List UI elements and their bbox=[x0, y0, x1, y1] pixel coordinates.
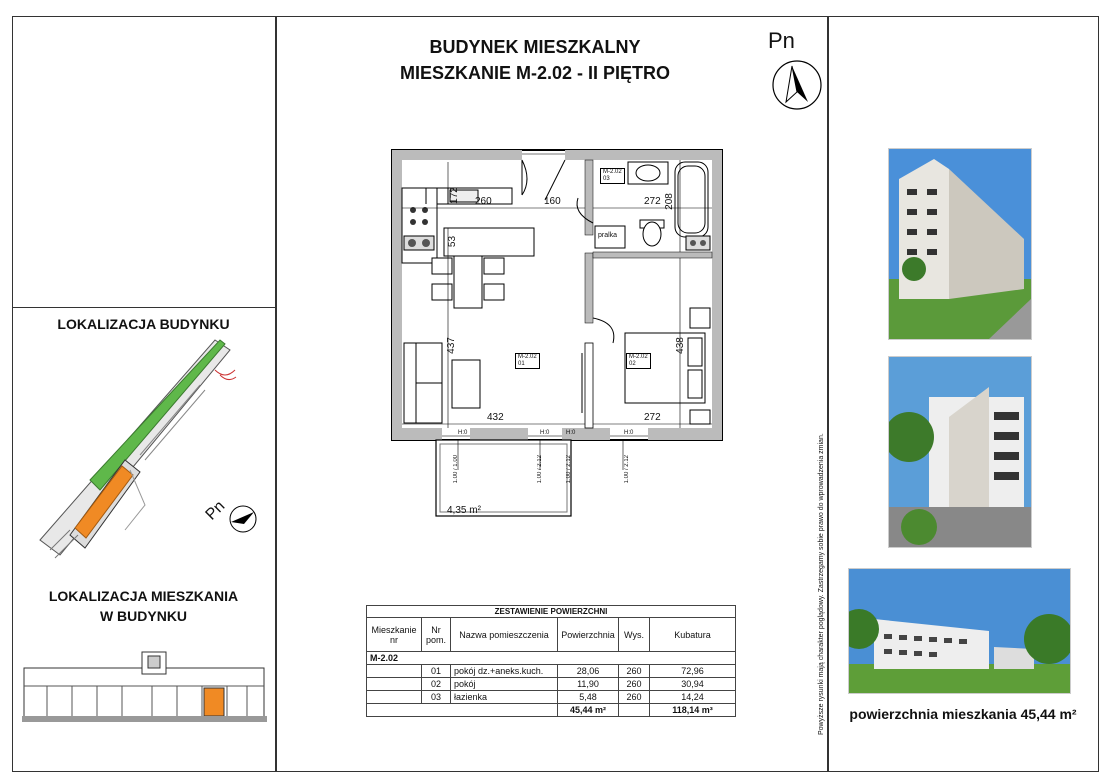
location-building-label: LOKALIZACJA BUDYNKU bbox=[57, 316, 230, 332]
window-1-w: 1.00 bbox=[453, 471, 459, 484]
title-line-2: MIESZKANIE M-2.02 - II PIĘTRO bbox=[399, 63, 671, 83]
site-plan bbox=[30, 330, 260, 570]
row-empty bbox=[367, 665, 422, 678]
window-2-dims: 1.00 / 2.12 bbox=[537, 455, 543, 484]
room-tag-02-code: M-2.02 bbox=[629, 354, 648, 360]
north-arrow-icon bbox=[770, 58, 824, 112]
washer-label: pralka bbox=[598, 232, 618, 239]
title-line-1: BUDYNEK MIESZKALNY bbox=[429, 37, 641, 57]
row-volume: 72,96 bbox=[650, 665, 736, 678]
total-area: 45,44 m² bbox=[558, 704, 619, 717]
page-title bbox=[330, 34, 740, 86]
room-tag-03 bbox=[600, 168, 625, 184]
dim-172: 172 bbox=[448, 187, 460, 204]
site-north-label: Pn bbox=[202, 497, 229, 524]
disclaimer: Powyższe rysunki mają charakter poglądowy. Zastrzegamy sobie prawo do wprowadzenia zmian. bbox=[818, 433, 825, 735]
table-row bbox=[367, 691, 736, 704]
window-3-dims: 1.00 / 2.12 bbox=[566, 455, 572, 484]
site-north-arrow-icon bbox=[228, 504, 258, 534]
total-area-label bbox=[828, 706, 1098, 722]
dim-437: 437 bbox=[445, 337, 457, 354]
room-tag-03-num: 03 bbox=[603, 176, 610, 182]
summary-apartment-row bbox=[367, 652, 736, 665]
window-2-h2: 2.12 bbox=[537, 455, 543, 467]
header-nr: Nr pom. bbox=[422, 618, 451, 652]
room-tag-02-num: 02 bbox=[629, 361, 636, 367]
dim-208: 208 bbox=[663, 193, 675, 210]
dim-260: 260 bbox=[475, 196, 492, 207]
window-3-h: H:0 bbox=[566, 430, 576, 436]
header-area: Powierzchnia bbox=[558, 618, 619, 652]
room-tag-01 bbox=[515, 353, 540, 369]
dim-438: 438 bbox=[674, 337, 686, 354]
row-height: 260 bbox=[619, 678, 650, 691]
table-row bbox=[367, 678, 736, 691]
row-nr: 03 bbox=[422, 691, 451, 704]
summary-header-row bbox=[367, 618, 736, 652]
row-volume: 30,94 bbox=[650, 678, 736, 691]
dim-272-top: 272 bbox=[644, 196, 661, 207]
row-area: 28,06 bbox=[558, 665, 619, 678]
table-row bbox=[367, 665, 736, 678]
left-top-box bbox=[12, 16, 277, 308]
row-area: 5,48 bbox=[558, 691, 619, 704]
total-volume: 118,14 m³ bbox=[650, 704, 736, 717]
row-name: pokój dz.+aneks.kuch. bbox=[451, 665, 558, 678]
summary-total-row bbox=[367, 704, 736, 717]
total-area-text: powierzchnia mieszkania 45,44 m² bbox=[849, 706, 1077, 722]
location-apartment-line-1: LOKALIZACJA MIESZKANIA bbox=[48, 588, 239, 604]
balcony-area: 4,35 m² bbox=[447, 505, 481, 516]
building-floor-plan bbox=[22, 650, 267, 725]
total-empty-h bbox=[619, 704, 650, 717]
window-3-h2: 2.12 bbox=[566, 455, 572, 467]
window-4 bbox=[624, 430, 633, 436]
room-tag-01-num: 01 bbox=[518, 361, 525, 367]
row-height: 260 bbox=[619, 691, 650, 704]
total-empty bbox=[367, 704, 558, 717]
window-1-h: H:0 bbox=[458, 430, 468, 436]
header-height: Wys. bbox=[619, 618, 650, 652]
summary-apartment: M-2.02 bbox=[367, 652, 736, 665]
building-photo-2 bbox=[888, 356, 1032, 548]
window-3 bbox=[566, 430, 575, 436]
row-nr: 01 bbox=[422, 665, 451, 678]
dim-272-bottom: 272 bbox=[644, 412, 661, 423]
location-apartment-label bbox=[12, 586, 275, 626]
window-4-h: H:0 bbox=[624, 430, 634, 436]
window-1-h2: 1.00 bbox=[453, 455, 459, 467]
row-name: pokój bbox=[451, 678, 558, 691]
building-photo-2-image bbox=[889, 357, 1031, 547]
window-4-h2: 2.12 bbox=[624, 455, 630, 467]
summary-table bbox=[366, 605, 736, 717]
building-photo-1 bbox=[888, 148, 1032, 340]
dim-53: 53 bbox=[447, 235, 459, 248]
summary-caption: ZESTAWIENIE POWIERZCHNI bbox=[367, 606, 736, 618]
row-area: 11,90 bbox=[558, 678, 619, 691]
window-2-w: 1.00 bbox=[537, 471, 543, 484]
row-empty bbox=[367, 678, 422, 691]
room-tag-03-code: M-2.02 bbox=[603, 169, 622, 175]
window-3-w: 1.00 bbox=[566, 471, 572, 484]
row-empty bbox=[367, 691, 422, 704]
row-volume: 14,24 bbox=[650, 691, 736, 704]
building-photo-3-image bbox=[849, 569, 1070, 693]
dim-160: 160 bbox=[544, 196, 561, 207]
header-apartment: Mieszkanie nr bbox=[367, 618, 422, 652]
row-name: łazienka bbox=[451, 691, 558, 704]
summary-table-wrap bbox=[366, 605, 736, 717]
row-height: 260 bbox=[619, 665, 650, 678]
room-tag-01-code: M-2.02 bbox=[518, 354, 537, 360]
summary-caption-row bbox=[367, 606, 736, 618]
window-2 bbox=[540, 430, 549, 436]
building-photo-1-image bbox=[889, 149, 1031, 339]
building-photo-3 bbox=[848, 568, 1071, 694]
window-1 bbox=[458, 430, 467, 437]
window-2-h: H:0 bbox=[540, 430, 550, 436]
header-name: Nazwa pomieszczenia bbox=[451, 618, 558, 652]
north-label: Pn bbox=[768, 28, 795, 53]
location-apartment-line-2: W BUDYNKU bbox=[99, 608, 188, 624]
window-1-dims: 1.00 / 1.00 bbox=[453, 455, 459, 484]
window-4-w: 1.00 bbox=[624, 471, 630, 484]
window-4-dims: 1.00 / 2.12 bbox=[624, 455, 630, 484]
dim-432: 432 bbox=[487, 412, 504, 423]
header-volume: Kubatura bbox=[650, 618, 736, 652]
row-nr: 02 bbox=[422, 678, 451, 691]
room-tag-02 bbox=[626, 353, 651, 369]
